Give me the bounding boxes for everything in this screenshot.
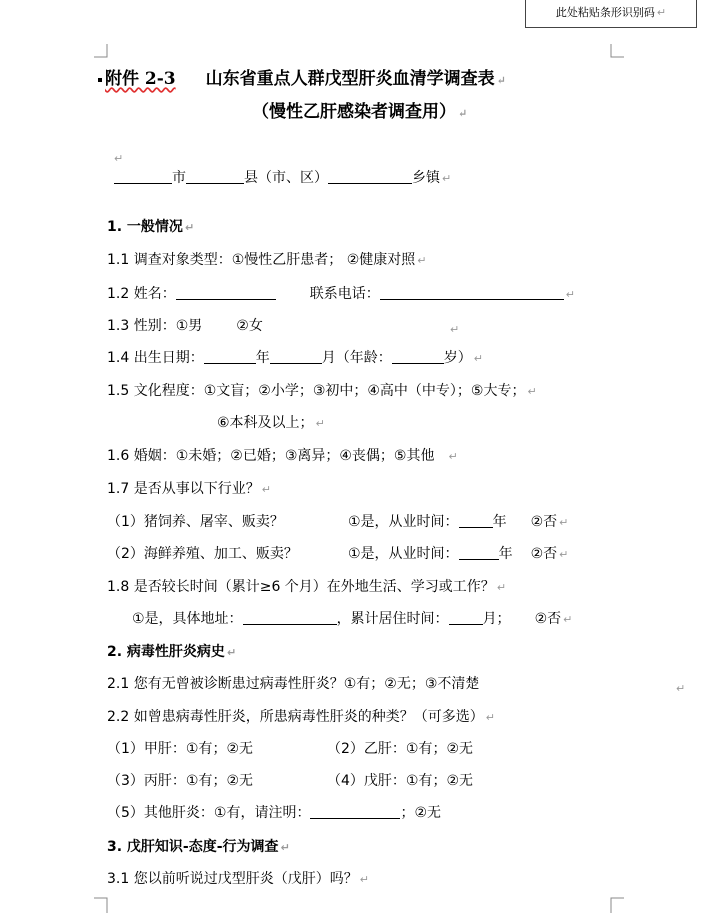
question-1-3: 1.3 性别：①男 ②女 bbox=[107, 318, 263, 334]
question-1-8: 1.8 是否较长时间（累计≥6 个月）在外地生活、学习或工作？ ↵ bbox=[107, 579, 507, 595]
question-1-7-1: （1）猪饲养、屠宰、贩卖？ bbox=[107, 514, 284, 530]
empty-paragraph: ↵ bbox=[114, 152, 124, 165]
address-field[interactable] bbox=[243, 611, 337, 625]
question-1-2: 1.2 姓名： 联系电话： ↵ bbox=[107, 286, 575, 302]
list-bullet bbox=[98, 78, 102, 82]
barcode-sticker-area: 此处粘贴条形识别码 ↵ bbox=[525, 0, 697, 28]
pig-work-years-field[interactable] bbox=[459, 514, 493, 528]
town-field[interactable] bbox=[328, 170, 412, 184]
age-field[interactable] bbox=[392, 350, 444, 364]
phone-field[interactable] bbox=[380, 286, 564, 300]
question-1-7-1-answer: ①是，从业时间： 年 ②否 ↵ bbox=[348, 514, 569, 530]
section-heading-kap-survey: 3. 戊肝知识-态度-行为调查 ↵ bbox=[107, 839, 290, 855]
question-1-6: 1.6 婚姻：①未婚；②已婚；③离异；④丧偶；⑤其他 ↵ bbox=[107, 448, 458, 464]
birth-month-field[interactable] bbox=[270, 350, 322, 364]
option-hepatitis-b: （2）乙肝：①有；②无 bbox=[327, 741, 474, 757]
residence-months-field[interactable] bbox=[449, 611, 483, 625]
question-1-7-2-answer: ①是，从业时间： 年 ②否 ↵ bbox=[348, 546, 569, 562]
question-2-2: 2.2 如曾患病毒性肝炎，所患病毒性肝炎的种类？（可多选） ↵ bbox=[107, 709, 495, 725]
corner-mark-bottom-right bbox=[610, 897, 624, 913]
question-1-4: 1.4 出生日期： 年 月（年龄： 岁） ↵ bbox=[107, 350, 483, 366]
page-title: 山东省重点人群戊型肝炎血清学调查表 bbox=[205, 69, 495, 89]
section-heading-hepatitis-history: 2. 病毒性肝炎病史 ↵ bbox=[107, 644, 237, 660]
barcode-label: 此处粘贴条形识别码 bbox=[555, 6, 655, 19]
page-subtitle-line: （慢性乙肝感染者调查用） ↵ bbox=[252, 102, 468, 122]
option-hepatitis-a: （1）甲肝：①有；②无 bbox=[107, 741, 254, 757]
question-1-5: 1.5 文化程度：①文盲；②小学；③初中；④高中（中专）；⑤大专； ↵ bbox=[107, 383, 537, 399]
question-1-5-cont: ⑥本科及以上； ↵ bbox=[217, 415, 325, 431]
other-hepatitis-field[interactable] bbox=[310, 805, 400, 819]
question-1-7: 1.7 是否从事以下行业？ ↵ bbox=[107, 481, 271, 497]
city-field[interactable] bbox=[114, 170, 172, 184]
corner-mark-top-left bbox=[94, 44, 108, 58]
name-field[interactable] bbox=[176, 286, 276, 300]
attachment-label: 附件 2-3 bbox=[105, 69, 176, 89]
question-1-1: 1.1 调查对象类型：①慢性乙肝患者； ②健康对照 ↵ bbox=[107, 252, 427, 268]
corner-mark-top-right bbox=[610, 44, 624, 58]
county-field[interactable] bbox=[186, 170, 244, 184]
seafood-work-years-field[interactable] bbox=[459, 546, 499, 560]
corner-mark-bottom-left bbox=[94, 897, 108, 913]
option-hepatitis-c: （3）丙肝：①有；②无 bbox=[107, 773, 254, 789]
location-line: 市 县（市、区） 乡镇 ↵ bbox=[114, 167, 451, 187]
question-1-7-2: （2）海鲜养殖、加工、贩卖？ bbox=[107, 546, 298, 562]
question-2-1: 2.1 您有无曾被诊断患过病毒性肝炎？①有；②无；③不清楚 bbox=[107, 676, 480, 692]
question-3-1: 3.1 您以前听说过戊型肝炎（戊肝）吗？ ↵ bbox=[107, 871, 369, 887]
option-other-hepatitis: （5）其他肝炎：①有，请注明： ；②无 bbox=[107, 805, 442, 821]
question-1-8-answer: ①是，具体地址： ，累计居住时间： 月； ②否 ↵ bbox=[132, 611, 573, 627]
page-subtitle: （慢性乙肝感染者调查用） bbox=[252, 102, 456, 122]
title-line: 附件 2-3 山东省重点人群戊型肝炎血清学调查表 ↵ bbox=[98, 64, 506, 89]
option-hepatitis-e: （4）戊肝：①有；②无 bbox=[327, 773, 474, 789]
birth-year-field[interactable] bbox=[204, 350, 256, 364]
section-heading-general: 1. 一般情况 ↵ bbox=[107, 219, 195, 235]
